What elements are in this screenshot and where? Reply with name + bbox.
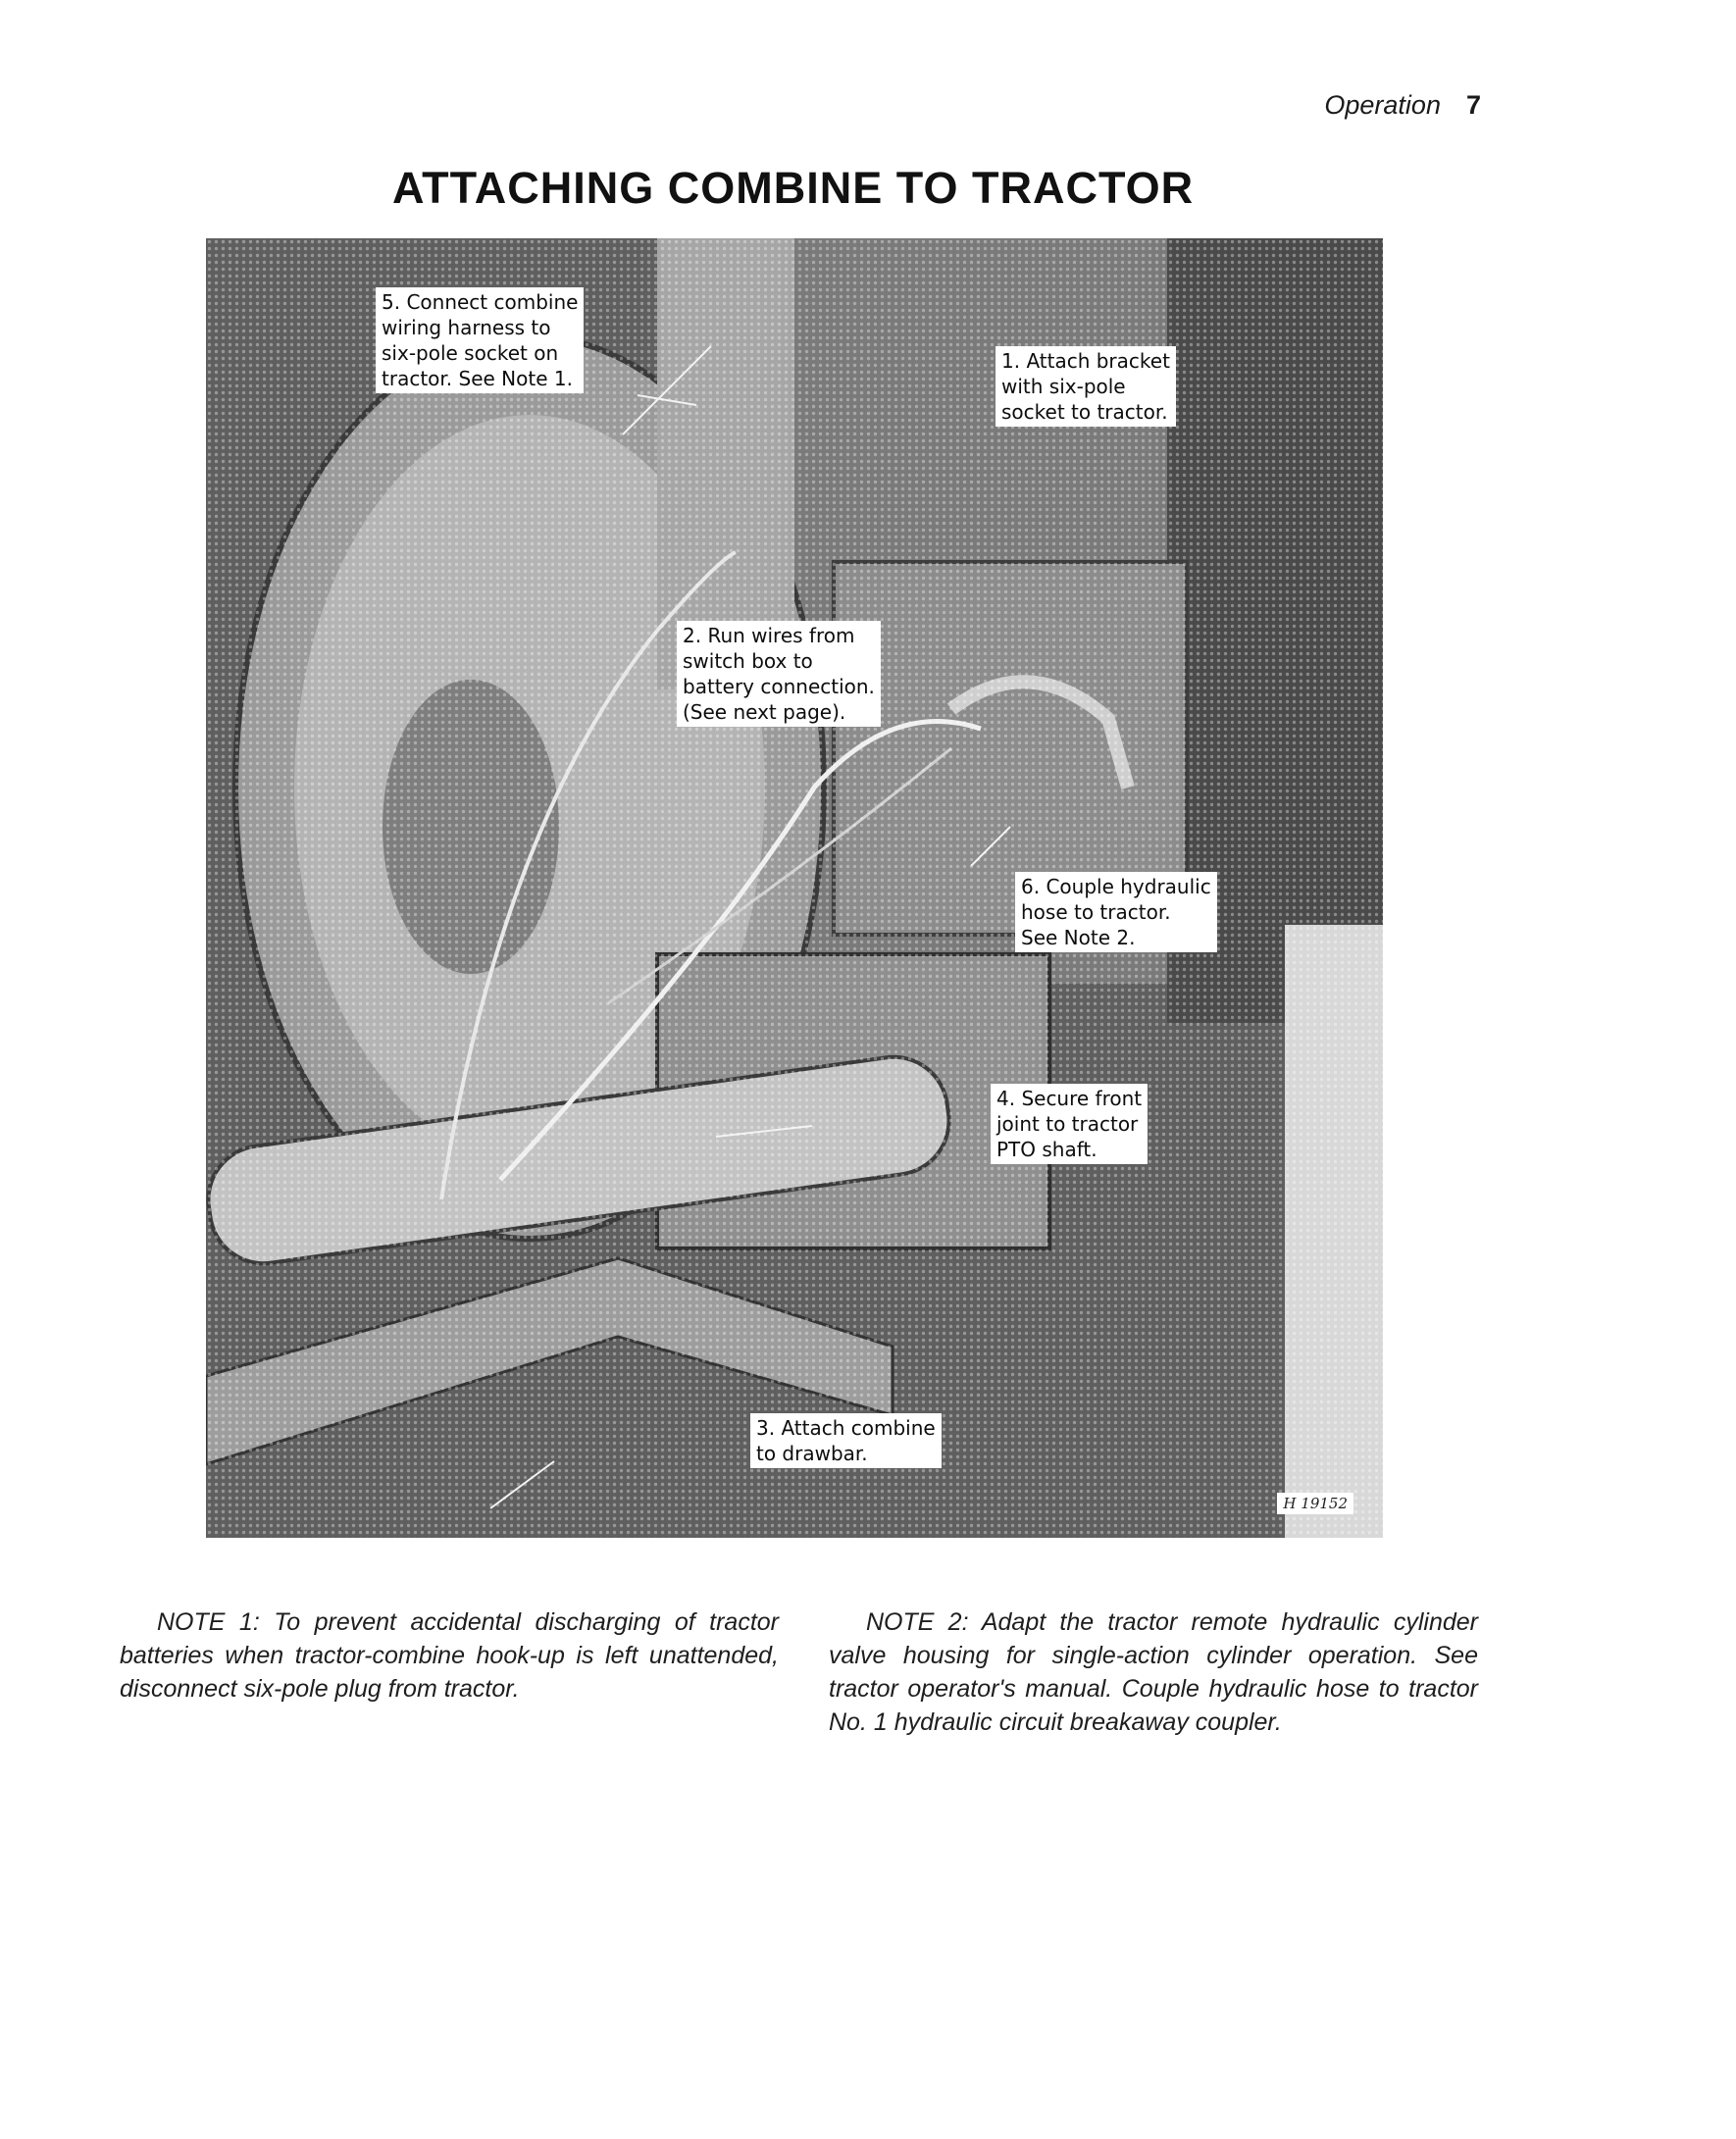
running-header: [1324, 90, 1481, 121]
callout-5-connect-harness: 5. Connect combine wiring harness to six-pole socket on tractor. See Note 1.: [376, 287, 584, 393]
note-2: NOTE 2: Adapt the tractor remote hydraulic cylinder valve housing for single-action cylinder operation. See tractor operator's manual. Couple hydraulic hose to tractor No. 1 hydraulic circuit breakaway coupler.: [829, 1608, 1478, 1736]
callout-4-secure-joint: 4. Secure front joint to tractor PTO shaft.: [991, 1084, 1148, 1164]
callout-3-attach-drawbar: 3. Attach combine to drawbar.: [750, 1413, 942, 1468]
section-name: Operation: [1324, 90, 1441, 120]
callout-1-attach-bracket: 1. Attach bracket with six-pole socket to tractor.: [996, 346, 1176, 427]
note-1: NOTE 1: To prevent accidental discharging of tractor batteries when tractor-combine hook-up is left unattended, disconnect six-pole plug from tractor.: [120, 1608, 779, 1703]
figure-code: H 19152: [1277, 1493, 1353, 1514]
callout-2-run-wires: 2. Run wires from switch box to battery connection. (See next page).: [677, 621, 881, 727]
page-title: ATTACHING COMBINE TO TRACTOR: [392, 163, 1195, 213]
tractor-hookup-photo: [206, 238, 1383, 1538]
callout-6-couple-hose: 6. Couple hydraulic hose to tractor. See Note 2.: [1015, 872, 1217, 952]
page-number: 7: [1465, 90, 1481, 120]
